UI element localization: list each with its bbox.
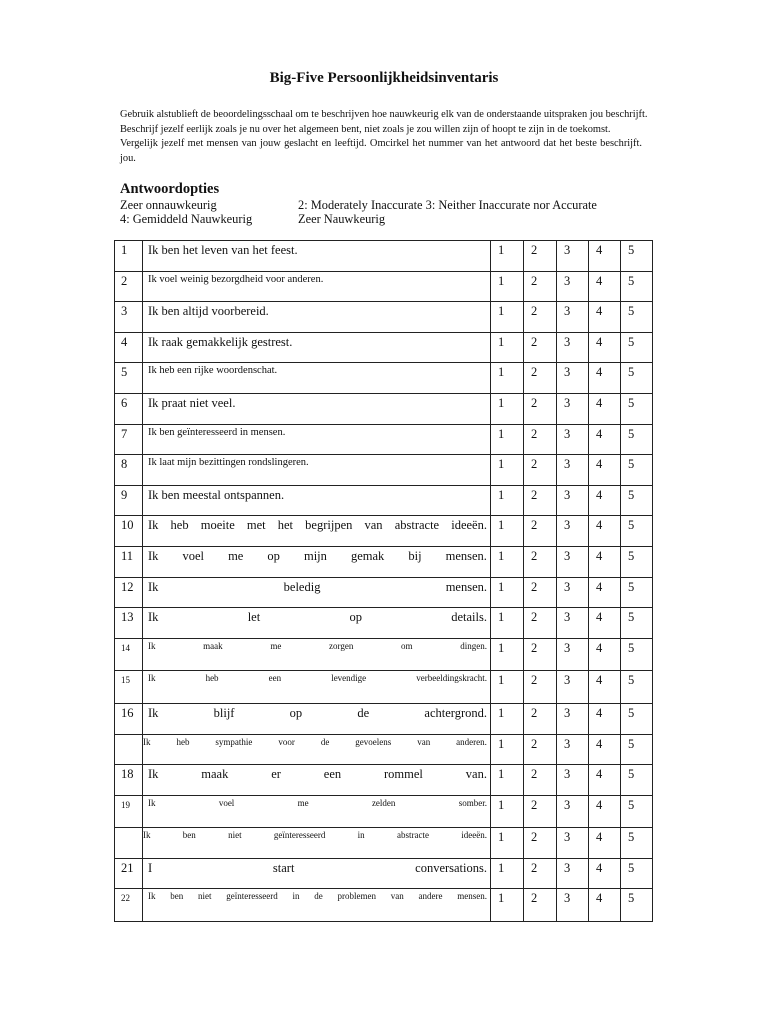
statement-word: van: [390, 891, 404, 902]
table-row: [115, 393, 653, 424]
statement-word: een: [323, 767, 342, 782]
answer-options-heading: Antwoordopties: [120, 181, 220, 197]
rating-option-1[interactable]: 1: [491, 703, 524, 734]
item-number: 18: [115, 765, 143, 796]
statement-word: start: [272, 860, 295, 875]
statement-word: van: [417, 736, 431, 747]
item-statement: [143, 765, 491, 796]
item-statement: Ik ben meestal ontspannen.: [143, 485, 491, 516]
rating-option-2[interactable]: 2: [524, 455, 557, 486]
table-row: [115, 577, 653, 608]
rating-option-4[interactable]: 4: [589, 332, 621, 363]
rating-option-3[interactable]: 3: [557, 516, 589, 547]
statement-word: op: [289, 705, 303, 720]
rating-option-5[interactable]: 5: [621, 765, 653, 796]
rating-option-5[interactable]: 5: [621, 577, 653, 608]
option-4: 4: Gemiddeld Nauwkeurig: [120, 212, 253, 226]
table-row: [115, 271, 653, 302]
statement-word: mensen.: [457, 891, 487, 902]
statement-word: ideeën.: [451, 518, 487, 533]
table-row: [115, 795, 653, 828]
rating-option-5[interactable]: 5: [621, 424, 653, 455]
statement-word: let: [247, 610, 261, 625]
rating-option-2[interactable]: 2: [524, 765, 557, 796]
statement-word: problemen: [337, 891, 376, 902]
item-statement-text: [148, 610, 487, 625]
statement-word: maak: [203, 640, 223, 651]
rating-option-4[interactable]: 4: [589, 241, 621, 272]
statement-word: in: [292, 891, 300, 902]
item-number: 1: [115, 241, 143, 272]
rating-option-3[interactable]: 3: [557, 271, 589, 302]
rating-option-5[interactable]: 5: [621, 608, 653, 639]
statement-word: Ik: [148, 548, 159, 563]
rating-option-2[interactable]: 2: [524, 671, 557, 704]
rating-option-3[interactable]: 3: [557, 671, 589, 704]
statement-word: Ik: [148, 767, 159, 782]
statement-word: ben: [182, 830, 196, 841]
statement-word: een: [268, 673, 282, 684]
table-row: [115, 858, 653, 889]
item-number: 21: [115, 858, 143, 889]
rating-option-4[interactable]: 4: [589, 393, 621, 424]
item-statement-text: [143, 830, 487, 840]
rating-option-4[interactable]: 4: [589, 795, 621, 828]
item-statement: [143, 858, 491, 889]
rating-option-2[interactable]: 2: [524, 546, 557, 577]
rating-option-3[interactable]: 3: [557, 795, 589, 828]
rating-option-2[interactable]: 2: [524, 577, 557, 608]
statement-word: ben: [170, 891, 184, 902]
table-row: [115, 828, 653, 859]
statement-word: zorgen: [329, 640, 354, 651]
statement-word: geïnteresseerd: [273, 830, 326, 841]
statement-word: andere: [418, 891, 443, 902]
statement-word: zelden: [371, 797, 396, 808]
statement-word: bij: [408, 548, 422, 563]
rating-option-5[interactable]: 5: [621, 638, 653, 671]
item-statement: [143, 608, 491, 639]
table-row: [115, 363, 653, 394]
statement-word: I: [148, 860, 153, 875]
instructions: [120, 108, 648, 166]
rating-option-3[interactable]: 3: [557, 638, 589, 671]
item-statement: Ik praat niet veel.: [143, 393, 491, 424]
rating-option-2[interactable]: 2: [524, 828, 557, 859]
rating-option-3[interactable]: 3: [557, 828, 589, 859]
statement-word: Ik: [148, 673, 156, 684]
statement-word: mijn: [303, 548, 327, 563]
rating-option-4[interactable]: 4: [589, 608, 621, 639]
rating-option-5[interactable]: 5: [621, 546, 653, 577]
rating-option-2[interactable]: 2: [524, 302, 557, 333]
table-row: [115, 638, 653, 671]
rating-option-2[interactable]: 2: [524, 332, 557, 363]
rating-option-1[interactable]: 1: [491, 424, 524, 455]
rating-option-4[interactable]: 4: [589, 363, 621, 394]
statement-word: niet: [228, 830, 242, 841]
rating-option-4[interactable]: 4: [589, 765, 621, 796]
rating-option-5[interactable]: 5: [621, 734, 653, 765]
instruction-line-4: jou.: [120, 152, 136, 164]
item-number: [115, 828, 143, 859]
item-statement: [143, 516, 491, 547]
statement-word: achtergrond.: [424, 705, 487, 720]
table-row: [115, 734, 653, 765]
statement-word: moeite: [200, 518, 235, 533]
item-statement: [143, 795, 491, 828]
item-statement: Ik laat mijn bezittingen rondslingeren.: [143, 455, 491, 486]
rating-option-5[interactable]: 5: [621, 671, 653, 704]
rating-option-2[interactable]: 2: [524, 516, 557, 547]
rating-option-1[interactable]: 1: [491, 241, 524, 272]
rating-option-3[interactable]: 3: [557, 889, 589, 922]
rating-option-2[interactable]: 2: [524, 363, 557, 394]
rating-option-4[interactable]: 4: [589, 638, 621, 671]
rating-option-4[interactable]: 4: [589, 516, 621, 547]
statement-word: levendige: [331, 673, 367, 684]
statement-word: beledig: [283, 579, 321, 594]
statement-word: Ik: [143, 830, 151, 841]
table-row: [115, 302, 653, 333]
table-row: [115, 608, 653, 639]
statement-word: de: [357, 705, 370, 720]
item-statement: [143, 638, 491, 671]
item-number: 3: [115, 302, 143, 333]
rating-option-2[interactable]: 2: [524, 889, 557, 922]
statement-word: in: [357, 830, 365, 841]
item-statement-text: [148, 518, 487, 533]
rating-option-1[interactable]: 1: [491, 546, 524, 577]
statement-word: geïnteresseerd: [226, 891, 278, 902]
option-1: Zeer onnauwkeurig: [120, 198, 217, 212]
statement-word: Ik: [148, 518, 159, 533]
table-row: [115, 332, 653, 363]
item-number: 2: [115, 271, 143, 302]
statement-word: me: [228, 548, 244, 563]
page-title: Big-Five Persoonlijkheidsinventaris: [269, 70, 499, 86]
rating-option-5[interactable]: 5: [621, 485, 653, 516]
item-number: 16: [115, 703, 143, 734]
statement-word: gemak: [350, 548, 385, 563]
statement-word: Ik: [148, 610, 159, 625]
rating-option-2[interactable]: 2: [524, 858, 557, 889]
item-number: 6: [115, 393, 143, 424]
statement-word: conversations.: [415, 860, 487, 875]
rating-option-3[interactable]: 3: [557, 424, 589, 455]
instruction-line-3: Vergelijk jezelf met mensen van jouw geslacht en leeftijd. Omcirkel het nummer van het antwoord dat het beste beschrijft.: [120, 138, 642, 149]
rating-option-1[interactable]: 1: [491, 485, 524, 516]
rating-option-3[interactable]: 3: [557, 858, 589, 889]
item-number: [115, 734, 143, 765]
rating-option-3[interactable]: 3: [557, 734, 589, 765]
statement-word: dingen.: [460, 640, 487, 651]
statement-word: heb: [205, 673, 219, 684]
item-statement: [143, 671, 491, 704]
item-statement: Ik ben geïnteresseerd in mensen.: [143, 424, 491, 455]
rating-option-5[interactable]: 5: [621, 889, 653, 922]
questionnaire-table: [114, 240, 653, 922]
rating-option-3[interactable]: 3: [557, 455, 589, 486]
rating-option-2[interactable]: 2: [524, 795, 557, 828]
rating-option-1[interactable]: 1: [491, 795, 524, 828]
item-number: 7: [115, 424, 143, 455]
rating-option-1[interactable]: 1: [491, 889, 524, 922]
rating-option-4[interactable]: 4: [589, 424, 621, 455]
statement-word: niet: [198, 891, 212, 902]
rating-option-4[interactable]: 4: [589, 271, 621, 302]
rating-option-1[interactable]: 1: [491, 302, 524, 333]
item-number: 8: [115, 455, 143, 486]
statement-word: verbeeldingskracht.: [416, 673, 487, 684]
statement-word: voor: [278, 736, 295, 747]
item-statement: Ik ben altijd voorbereid.: [143, 302, 491, 333]
statement-word: details.: [451, 610, 487, 625]
rating-option-3[interactable]: 3: [557, 241, 589, 272]
rating-option-4[interactable]: 4: [589, 828, 621, 859]
statement-word: Ik: [148, 891, 156, 902]
statement-word: het: [277, 518, 294, 533]
item-statement: [143, 828, 491, 859]
item-number: 14: [115, 638, 143, 671]
statement-word: mensen.: [445, 579, 487, 594]
rating-option-1[interactable]: 1: [491, 271, 524, 302]
rating-option-3[interactable]: 3: [557, 546, 589, 577]
item-statement: [143, 734, 491, 765]
statement-word: de: [320, 736, 330, 747]
statement-word: om: [401, 640, 413, 651]
statement-word: me: [297, 797, 309, 808]
rating-option-3[interactable]: 3: [557, 363, 589, 394]
statement-word: Ik: [148, 797, 156, 808]
rating-option-1[interactable]: 1: [491, 516, 524, 547]
rating-option-2[interactable]: 2: [524, 393, 557, 424]
rating-option-4[interactable]: 4: [589, 889, 621, 922]
rating-option-2[interactable]: 2: [524, 703, 557, 734]
item-statement: [143, 889, 491, 922]
rating-option-1[interactable]: 1: [491, 734, 524, 765]
rating-option-4[interactable]: 4: [589, 455, 621, 486]
rating-option-4[interactable]: 4: [589, 485, 621, 516]
item-number: 22: [115, 889, 143, 922]
statement-word: maak: [201, 767, 229, 782]
statement-word: heb: [170, 518, 189, 533]
rating-option-1[interactable]: 1: [491, 608, 524, 639]
table-row: [115, 241, 653, 272]
statement-word: op: [267, 548, 280, 563]
item-number: 4: [115, 332, 143, 363]
instruction-line-2: Beschrijf jezelf eerlijk zoals je nu over het algemeen bent, niet zoals je zou willen zijn of hoopt te zijn in de toekomst.: [120, 123, 611, 135]
rating-option-4[interactable]: 4: [589, 671, 621, 704]
instruction-line-1: Gebruik alstublieft de beoordelingsschaal om te beschrijven hoe nauwkeurig elk van de onderstaande uitspraken jou beschrijft.: [120, 109, 648, 120]
statement-word: heb: [176, 736, 190, 747]
table-row: [115, 546, 653, 577]
rating-option-2[interactable]: 2: [524, 241, 557, 272]
statement-word: begrijpen: [305, 518, 353, 533]
item-statement: [143, 703, 491, 734]
rating-option-2[interactable]: 2: [524, 734, 557, 765]
rating-option-4[interactable]: 4: [589, 546, 621, 577]
rating-option-4[interactable]: 4: [589, 858, 621, 889]
statement-word: voel: [218, 797, 235, 808]
item-statement: Ik voel weinig bezorgdheid voor anderen.: [143, 271, 491, 302]
rating-option-1[interactable]: 1: [491, 765, 524, 796]
rating-option-5[interactable]: 5: [621, 393, 653, 424]
table-row: [115, 671, 653, 704]
rating-option-3[interactable]: 3: [557, 765, 589, 796]
table-row: [115, 889, 653, 922]
rating-option-1[interactable]: 1: [491, 671, 524, 704]
statement-word: er: [271, 767, 281, 782]
rating-option-1[interactable]: 1: [491, 638, 524, 671]
rating-option-3[interactable]: 3: [557, 332, 589, 363]
rating-option-2[interactable]: 2: [524, 638, 557, 671]
statement-word: Ik: [143, 736, 151, 747]
rating-option-5[interactable]: 5: [621, 241, 653, 272]
rating-option-4[interactable]: 4: [589, 703, 621, 734]
rating-option-1[interactable]: 1: [491, 455, 524, 486]
rating-option-3[interactable]: 3: [557, 302, 589, 333]
statement-word: op: [349, 610, 362, 625]
statement-word: sympathie: [215, 736, 253, 747]
rating-option-5[interactable]: 5: [621, 363, 653, 394]
statement-word: mensen.: [445, 548, 487, 563]
rating-option-5[interactable]: 5: [621, 828, 653, 859]
item-number: 11: [115, 546, 143, 577]
rating-option-4[interactable]: 4: [589, 734, 621, 765]
statement-word: ideeën.: [461, 830, 487, 841]
statement-word: voel: [182, 548, 205, 563]
table-row: [115, 516, 653, 547]
item-number: 19: [115, 795, 143, 828]
item-statement-text: [148, 673, 487, 683]
item-statement: Ik raak gemakkelijk gestrest.: [143, 332, 491, 363]
statement-word: met: [246, 518, 266, 533]
table-row: [115, 455, 653, 486]
table-row: [115, 703, 653, 734]
rating-option-5[interactable]: 5: [621, 795, 653, 828]
item-statement: [143, 577, 491, 608]
rating-option-3[interactable]: 3: [557, 577, 589, 608]
rating-option-5[interactable]: 5: [621, 516, 653, 547]
statement-word: me: [270, 640, 282, 651]
statement-word: rommel: [384, 767, 423, 782]
rating-option-4[interactable]: 4: [589, 577, 621, 608]
item-statement-text: [148, 798, 487, 808]
item-statement-text: [148, 861, 487, 876]
item-statement-text: [148, 706, 487, 721]
item-number: 15: [115, 671, 143, 704]
rating-option-1[interactable]: 1: [491, 393, 524, 424]
statement-word: de: [314, 891, 323, 902]
statement-word: van.: [465, 767, 487, 782]
rating-option-3[interactable]: 3: [557, 703, 589, 734]
table-row: [115, 765, 653, 796]
rating-option-1[interactable]: 1: [491, 858, 524, 889]
statement-word: Ik: [148, 579, 159, 594]
rating-option-2[interactable]: 2: [524, 424, 557, 455]
statement-word: gevoelens: [355, 736, 392, 747]
statement-word: Ik: [148, 640, 156, 651]
statement-word: abstracte: [394, 518, 440, 533]
rating-option-2[interactable]: 2: [524, 608, 557, 639]
rating-option-2[interactable]: 2: [524, 485, 557, 516]
item-number: 9: [115, 485, 143, 516]
item-number: 12: [115, 577, 143, 608]
rating-option-5[interactable]: 5: [621, 302, 653, 333]
rating-option-5[interactable]: 5: [621, 455, 653, 486]
option-2-3: 2: Moderately Inaccurate 3: Neither Inaccurate nor Accurate: [298, 198, 597, 212]
statement-word: somber.: [458, 797, 487, 808]
item-statement: Ik heb een rijke woordenschat.: [143, 363, 491, 394]
statement-word: van: [364, 518, 383, 533]
item-statement: [143, 546, 491, 577]
item-statement-text: [148, 580, 487, 595]
item-number: 13: [115, 608, 143, 639]
rating-option-3[interactable]: 3: [557, 608, 589, 639]
rating-option-1[interactable]: 1: [491, 363, 524, 394]
item-number: 5: [115, 363, 143, 394]
statement-word: abstracte: [396, 830, 429, 841]
rating-option-1[interactable]: 1: [491, 828, 524, 859]
rating-option-5[interactable]: 5: [621, 858, 653, 889]
item-statement-text: [148, 767, 487, 782]
statement-word: blijf: [213, 705, 235, 720]
rating-option-5[interactable]: 5: [621, 703, 653, 734]
rating-option-1[interactable]: 1: [491, 332, 524, 363]
rating-option-1[interactable]: 1: [491, 577, 524, 608]
option-5: Zeer Nauwkeurig: [298, 212, 386, 226]
item-number: 10: [115, 516, 143, 547]
item-statement-text: [148, 641, 487, 651]
rating-option-4[interactable]: 4: [589, 302, 621, 333]
table-row: [115, 424, 653, 455]
rating-option-2[interactable]: 2: [524, 271, 557, 302]
statement-word: Ik: [148, 705, 159, 720]
table-row: [115, 485, 653, 516]
item-statement-text: [148, 549, 487, 564]
rating-option-5[interactable]: 5: [621, 271, 653, 302]
rating-option-5[interactable]: 5: [621, 332, 653, 363]
item-statement-text: [143, 737, 487, 747]
item-statement: Ik ben het leven van het feest.: [143, 241, 491, 272]
rating-option-3[interactable]: 3: [557, 393, 589, 424]
item-statement-text: [148, 891, 487, 901]
statement-word: anderen.: [456, 736, 487, 747]
rating-option-3[interactable]: 3: [557, 485, 589, 516]
